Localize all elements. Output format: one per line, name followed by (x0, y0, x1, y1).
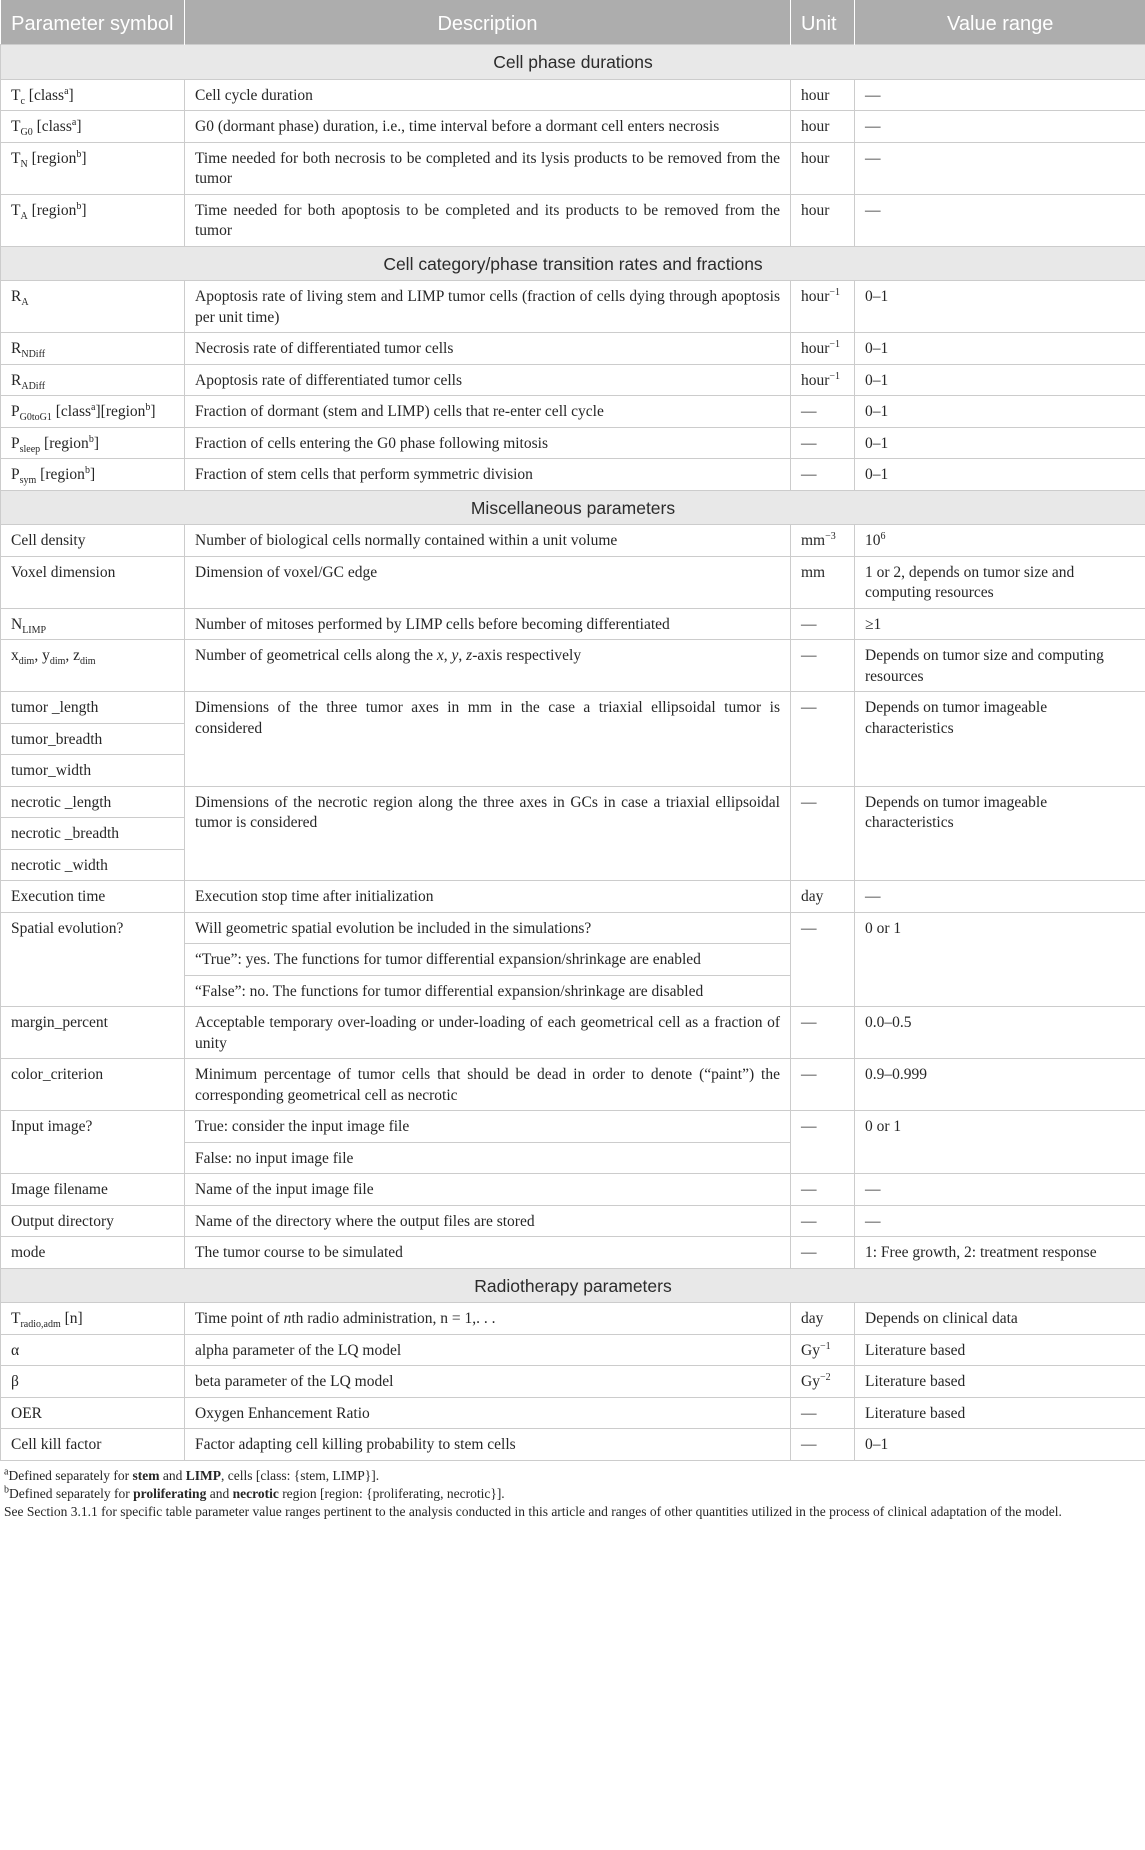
param-unit: — (791, 1059, 855, 1111)
param-symbol: β (1, 1366, 185, 1398)
param-unit: hour (791, 142, 855, 194)
param-range: 0–1 (855, 333, 1145, 365)
param-symbol: OER (1, 1397, 185, 1429)
param-symbol: necrotic _breadth (1, 818, 185, 850)
param-range: ≥1 (855, 608, 1145, 640)
table-row (1, 1366, 1145, 1398)
param-symbol: mode (1, 1237, 185, 1269)
param-range: 0.0–0.5 (855, 1007, 1145, 1059)
param-unit: — (791, 459, 855, 491)
param-symbol: $T_c$ [class$^a$] (1, 79, 185, 111)
param-description: Dimensions of the three tumor axes in mm in the case a triaxial ellipsoidal tumor is considered (185, 692, 791, 787)
param-unit: — (791, 1174, 855, 1206)
param-description: “True”: yes. The functions for tumor differential expansion/shrinkage are enabled (185, 944, 791, 976)
param-unit: — (791, 1111, 855, 1174)
table-row (1, 1059, 1145, 1111)
table-row (1, 364, 1145, 396)
section-row (1, 1268, 1145, 1303)
section-radiotherapy: Radiotherapy parameters (1, 1268, 1145, 1303)
param-symbol: Image filename (1, 1174, 185, 1206)
param-description: Fraction of stem cells that perform symmetric division (185, 459, 791, 491)
table-row (1, 194, 1145, 246)
param-description: Time point of nth radio administration, n = 1,. . . (185, 1303, 791, 1335)
param-symbol: $R_{NDiff}$ (1, 333, 185, 365)
param-description: Acceptable temporary over-loading or under-loading of each geometrical cell as a fraction of unity (185, 1007, 791, 1059)
table-row (1, 692, 1145, 724)
param-symbol: $T_{radio,adm}$ [n] (1, 1303, 185, 1335)
section-row (1, 246, 1145, 281)
param-unit: — (791, 912, 855, 1007)
param-range: 0–1 (855, 459, 1145, 491)
param-description: “False”: no. The functions for tumor differential expansion/shrinkage are disabled (185, 975, 791, 1007)
param-unit: hour (791, 111, 855, 143)
table-row (1, 281, 1145, 333)
param-unit: — (791, 396, 855, 428)
table-row (1, 142, 1145, 194)
param-description: Execution stop time after initialization (185, 881, 791, 913)
param-description: Time needed for both apoptosis to be completed and its products to be removed from the tumor (185, 194, 791, 246)
param-unit: hour$^{-1}$ (791, 333, 855, 365)
param-unit: hour$^{-1}$ (791, 364, 855, 396)
param-unit: — (791, 1007, 855, 1059)
param-unit: $mm^{-3}$ (791, 525, 855, 557)
param-range: 1 or 2, depends on tumor size and computing resources (855, 556, 1145, 608)
table-row (1, 1007, 1145, 1059)
footnotes (0, 1461, 1145, 1521)
table-row (1, 786, 1145, 818)
param-symbol: $T_N$ [region$^b$] (1, 142, 185, 194)
param-description: Dimensions of the necrotic region along the three axes in GCs in case a triaxial ellipsoidal tumor is considered (185, 786, 791, 881)
param-unit: — (791, 1237, 855, 1269)
param-range: Literature based (855, 1397, 1145, 1429)
param-description: Dimension of voxel/GC edge (185, 556, 791, 608)
param-range: 0–1 (855, 1429, 1145, 1461)
table-row (1, 79, 1145, 111)
param-range: 0–1 (855, 396, 1145, 428)
param-symbol: tumor_width (1, 755, 185, 787)
param-description: Apoptosis rate of living stem and LIMP tumor cells (fraction of cells dying through apoptosis per unit time) (185, 281, 791, 333)
param-range: — (855, 79, 1145, 111)
param-range: Depends on tumor size and computing resources (855, 640, 1145, 692)
param-unit: hour$^{-1}$ (791, 281, 855, 333)
table-row (1, 333, 1145, 365)
param-description: The tumor course to be simulated (185, 1237, 791, 1269)
param-description: Number of biological cells normally contained within a unit volume (185, 525, 791, 557)
param-unit: — (791, 1429, 855, 1461)
param-symbol: tumor_breadth (1, 723, 185, 755)
param-symbol: $T_A$ [region$^b$] (1, 194, 185, 246)
table-row (1, 1111, 1145, 1143)
param-range: 0–1 (855, 427, 1145, 459)
param-description: False: no input image file (185, 1142, 791, 1174)
param-description: Minimum percentage of tumor cells that should be dead in order to denote (“paint”) the corresponding geometrical cell as necrotic (185, 1059, 791, 1111)
table-row (1, 111, 1145, 143)
table-row (1, 1174, 1145, 1206)
param-unit: — (791, 1205, 855, 1237)
param-range: $10^6$ (855, 525, 1145, 557)
param-description: Cell cycle duration (185, 79, 791, 111)
table-row (1, 640, 1145, 692)
param-range: — (855, 881, 1145, 913)
param-description: Apoptosis rate of differentiated tumor cells (185, 364, 791, 396)
param-description: True: consider the input image file (185, 1111, 791, 1143)
param-unit: — (791, 608, 855, 640)
table-row (1, 912, 1145, 944)
param-range: 0 or 1 (855, 912, 1145, 1007)
param-description: Time needed for both necrosis to be completed and its lysis products to be removed from the tumor (185, 142, 791, 194)
param-description: Number of geometrical cells along the x, y, z-axis respectively (185, 640, 791, 692)
param-description: Will geometric spatial evolution be included in the simulations? (185, 912, 791, 944)
param-symbol: Cell density (1, 525, 185, 557)
param-symbol: Input image? (1, 1111, 185, 1174)
table-row (1, 525, 1145, 557)
header-description: Description (185, 0, 791, 45)
param-description: Oxygen Enhancement Ratio (185, 1397, 791, 1429)
param-range: 0.9–0.999 (855, 1059, 1145, 1111)
section-row (1, 45, 1145, 80)
param-range: 1: Free growth, 2: treatment response (855, 1237, 1145, 1269)
param-unit: — (791, 640, 855, 692)
param-symbol: $P_{sleep}$ [region$^b$] (1, 427, 185, 459)
section-transition-rates: Cell category/phase transition rates and fractions (1, 246, 1145, 281)
param-description: Factor adapting cell killing probability to stem cells (185, 1429, 791, 1461)
table-row (1, 459, 1145, 491)
table-row (1, 1429, 1145, 1461)
param-symbol: Execution time (1, 881, 185, 913)
param-description: Fraction of cells entering the G0 phase following mitosis (185, 427, 791, 459)
param-range: Literature based (855, 1334, 1145, 1366)
param-description: beta parameter of the LQ model (185, 1366, 791, 1398)
param-unit: — (791, 427, 855, 459)
param-symbol: necrotic _width (1, 849, 185, 881)
param-description: Necrosis rate of differentiated tumor cells (185, 333, 791, 365)
param-symbol: Output directory (1, 1205, 185, 1237)
section-miscellaneous: Miscellaneous parameters (1, 490, 1145, 525)
param-range: Literature based (855, 1366, 1145, 1398)
param-unit: day (791, 881, 855, 913)
param-description: G0 (dormant phase) duration, i.e., time interval before a dormant cell enters necrosis (185, 111, 791, 143)
param-symbol: $R_{ADiff}$ (1, 364, 185, 396)
param-description: Fraction of dormant (stem and LIMP) cells that re-enter cell cycle (185, 396, 791, 428)
param-symbol: tumor _length (1, 692, 185, 724)
param-symbol: $P_{sym}$ [region$^b$] (1, 459, 185, 491)
param-range: — (855, 194, 1145, 246)
param-range: — (855, 111, 1145, 143)
param-range: 0 or 1 (855, 1111, 1145, 1174)
param-symbol: $N_{LIMP}$ (1, 608, 185, 640)
param-unit: — (791, 1397, 855, 1429)
param-description: Name of the input image file (185, 1174, 791, 1206)
param-symbol: Cell kill factor (1, 1429, 185, 1461)
param-unit: day (791, 1303, 855, 1335)
param-range: 0–1 (855, 281, 1145, 333)
param-description: alpha parameter of the LQ model (185, 1334, 791, 1366)
table-row (1, 1397, 1145, 1429)
param-unit: hour (791, 194, 855, 246)
param-description: Name of the directory where the output files are stored (185, 1205, 791, 1237)
param-range: 0–1 (855, 364, 1145, 396)
section-row (1, 490, 1145, 525)
table-row (1, 396, 1145, 428)
param-range: Depends on tumor imageable characteristics (855, 692, 1145, 787)
param-symbol: necrotic _length (1, 786, 185, 818)
table-row (1, 608, 1145, 640)
table-row (1, 1303, 1145, 1335)
table-row (1, 1237, 1145, 1269)
footnote-a: $^a$Defined separately for stem and LIMP, cells [class: {stem, LIMP}]. (4, 1466, 380, 1483)
param-symbol: color_criterion (1, 1059, 185, 1111)
table-row (1, 556, 1145, 608)
param-range: — (855, 1205, 1145, 1237)
table-row (1, 427, 1145, 459)
param-unit: $Gy^{-1}$ (791, 1334, 855, 1366)
section-cell-phase-durations: Cell phase durations (1, 45, 1145, 80)
header-unit: Unit (791, 0, 855, 45)
table-row (1, 1334, 1145, 1366)
param-unit: $Gy^{-2}$ (791, 1366, 855, 1398)
param-symbol: $R_A$ (1, 281, 185, 333)
header-value-range: Value range (855, 0, 1145, 45)
param-range: Depends on tumor imageable characteristics (855, 786, 1145, 881)
footnote-c: See Section 3.1.1 for specific table parameter value ranges pertinent to the analysis conducted in this article and ranges of other quantities utilized in the process of clinical adaptation of the model. (4, 1503, 1062, 1519)
param-unit: mm (791, 556, 855, 608)
table-row (1, 1205, 1145, 1237)
param-symbol: $T_{G0}$ [class$^a$] (1, 111, 185, 143)
param-symbol: α (1, 1334, 185, 1366)
param-range: — (855, 142, 1145, 194)
header-parameter-symbol: Parameter symbol (1, 0, 185, 45)
param-unit: — (791, 692, 855, 787)
param-symbol: $x_{dim}$, $y_{dim}$, $z_{dim}$ (1, 640, 185, 692)
param-symbol: Voxel dimension (1, 556, 185, 608)
param-symbol: $P_{G0toG1}$ [class$^a$][region$^b$] (1, 396, 185, 428)
param-range: — (855, 1174, 1145, 1206)
param-symbol: Spatial evolution? (1, 912, 185, 1007)
param-unit: — (791, 786, 855, 881)
table-row (1, 881, 1145, 913)
param-range: Depends on clinical data (855, 1303, 1145, 1335)
param-unit: hour (791, 79, 855, 111)
footnote-b: $^b$Defined separately for proliferating and necrotic region [region: {proliferating, necrotic}]. (4, 1484, 505, 1501)
param-description: Number of mitoses performed by LIMP cells before becoming differentiated (185, 608, 791, 640)
param-symbol: margin_percent (1, 1007, 185, 1059)
table-header-row (1, 0, 1145, 45)
